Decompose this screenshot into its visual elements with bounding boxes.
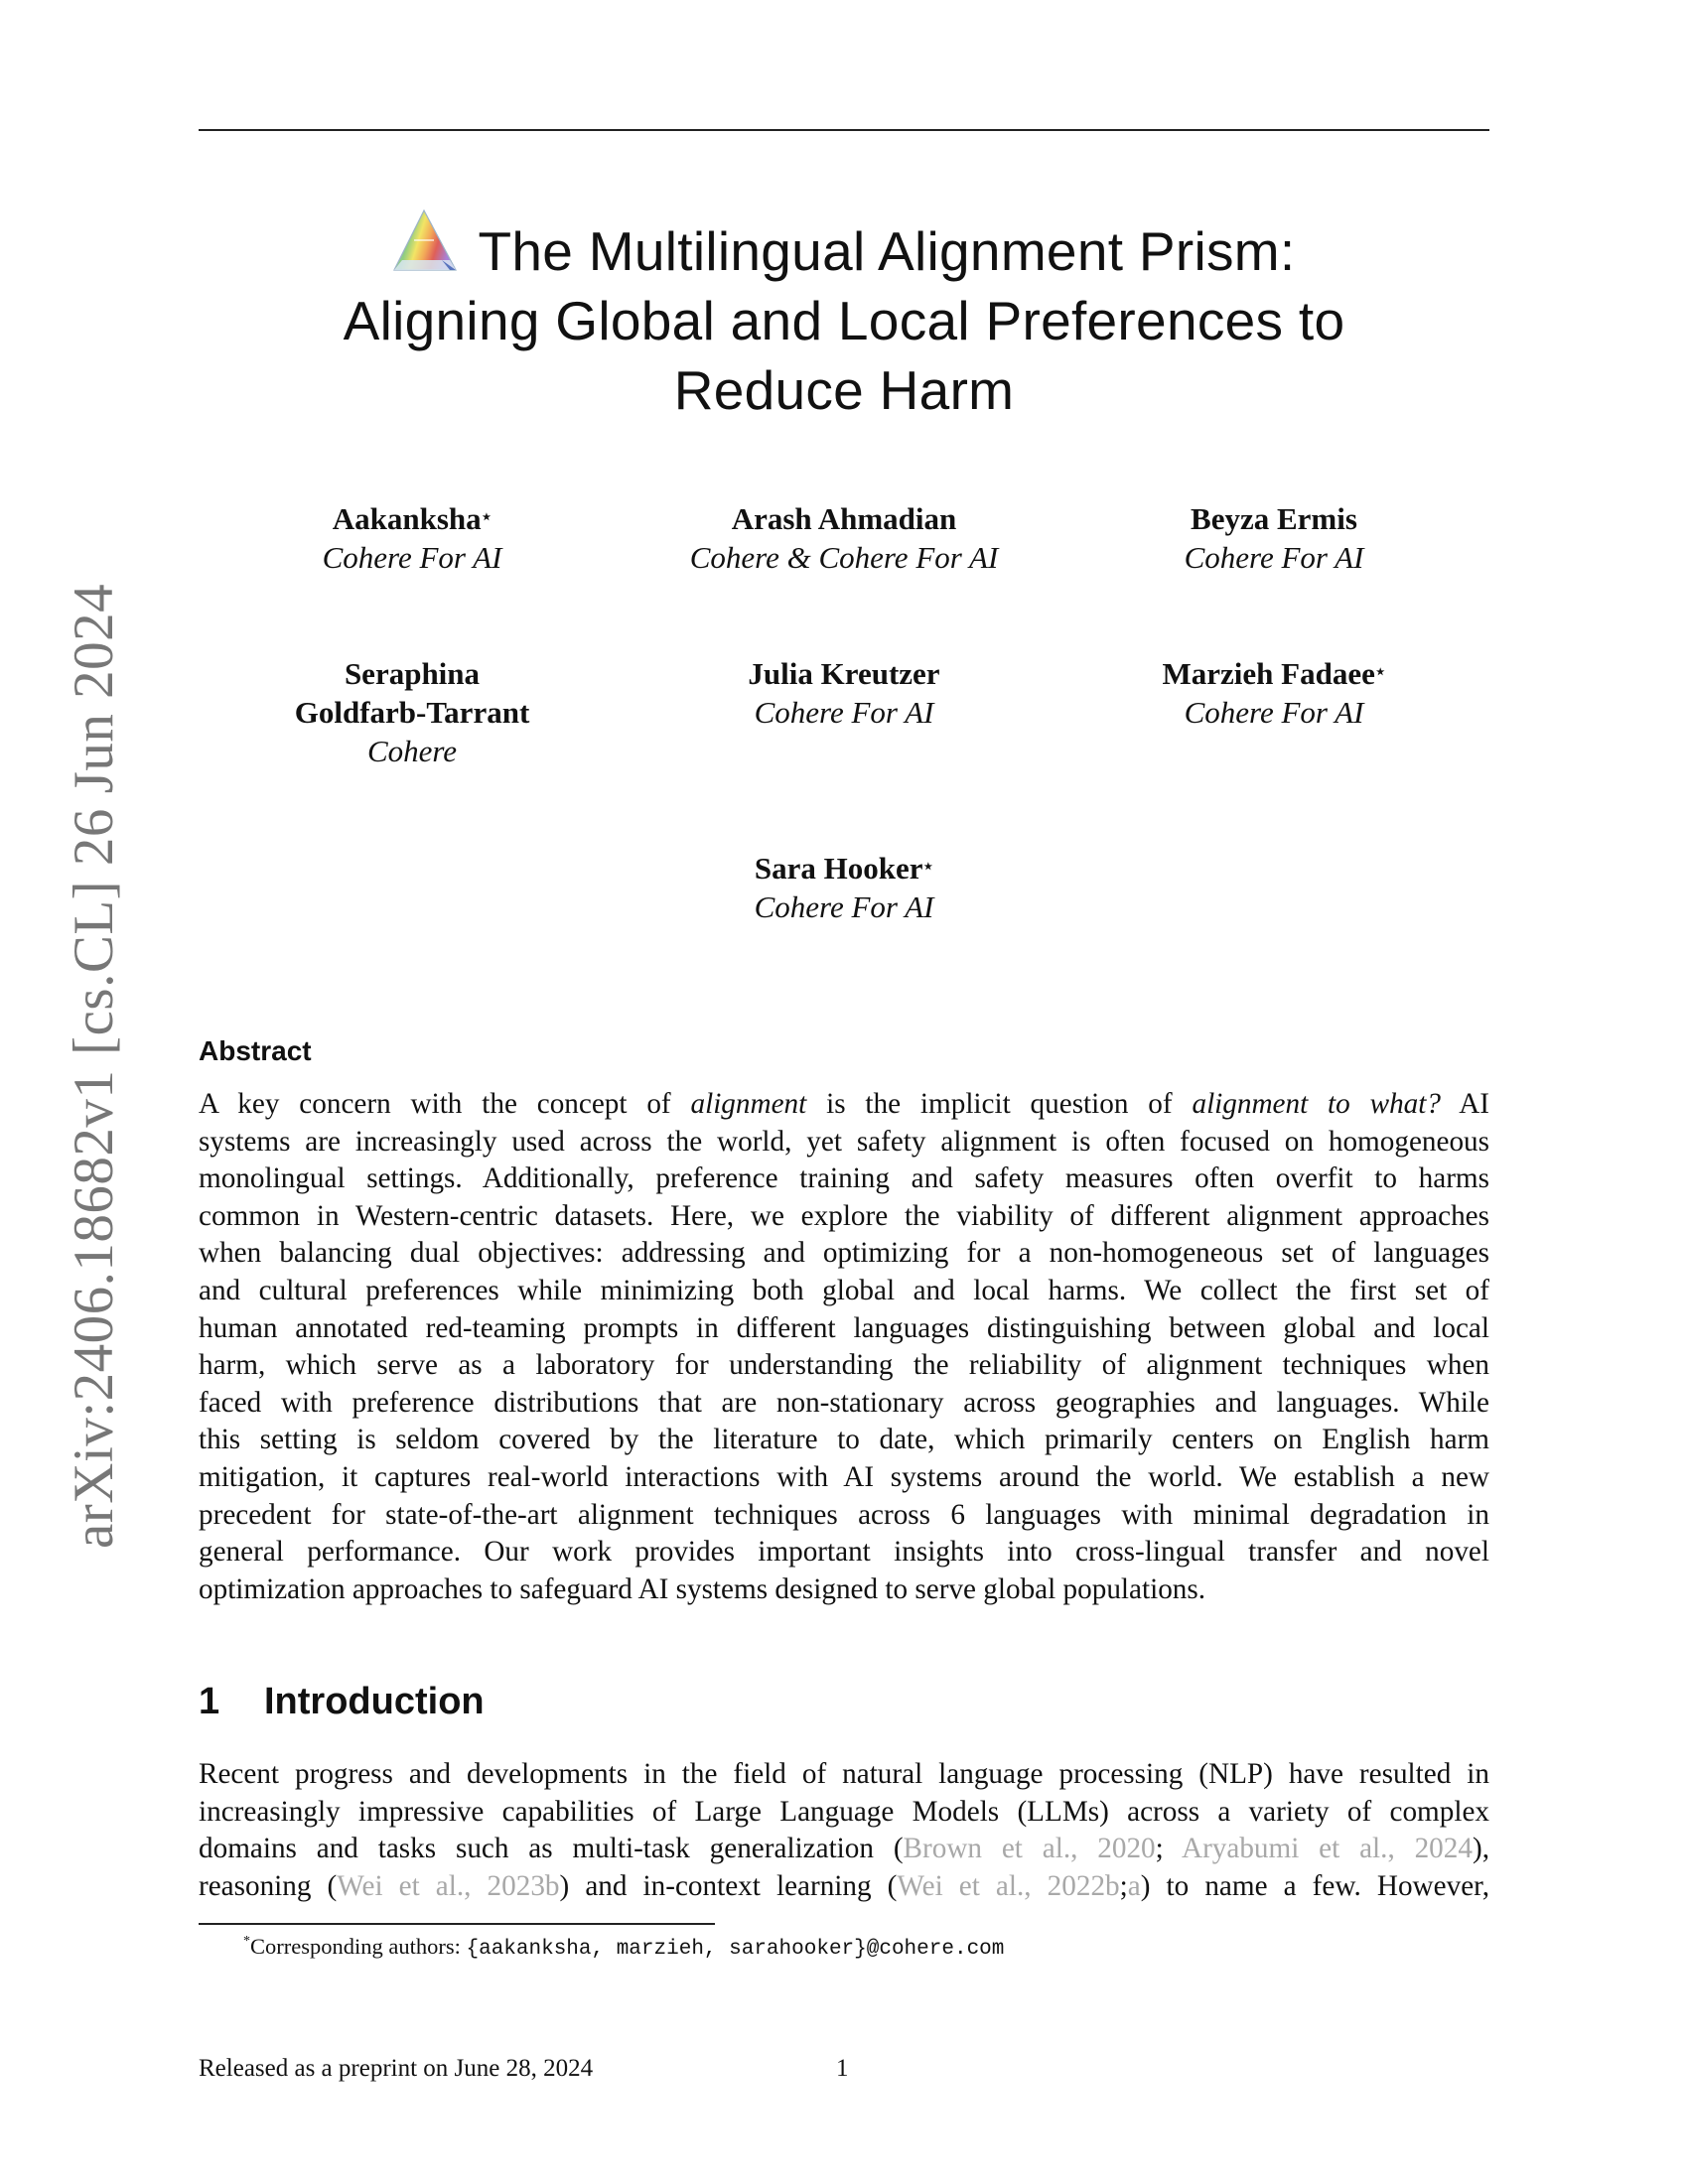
title-line-2: Aligning Global and Local Preferences to — [343, 290, 1345, 351]
author-name-line-2: Goldfarb-Tarrant — [294, 695, 530, 730]
abstract-line: harm, which serve as a laboratory for understanding the reliability of alignment techniques when — [199, 1349, 1489, 1382]
author-name: Julia Kreutzer — [748, 656, 940, 691]
section-title: Introduction — [264, 1681, 485, 1722]
footnote-emails: {aakanksha, marzieh, sarahooker}@cohere.com — [466, 1938, 1005, 1961]
citation-link[interactable]: Brown et al., 2020 — [903, 1833, 1156, 1865]
title-line-3: Reduce Harm — [673, 359, 1015, 421]
abstract-line: mitigation, it captures real-world interactions with AI systems around the world. We establish a new — [199, 1460, 1489, 1493]
author-block — [635, 499, 1053, 577]
author-affiliation: Cohere For AI — [1184, 540, 1364, 575]
paper-title — [199, 208, 1489, 425]
author-name-line-1: Seraphina — [344, 656, 481, 691]
author-block — [635, 654, 1053, 732]
author-block — [204, 499, 621, 577]
author-block — [635, 849, 1053, 926]
footnote-rule — [199, 1923, 715, 1925]
intro-line: reasoning (Wei et al., 2023b) and in-context learning (Wei et al., 2022b;a) to name a few. However, — [199, 1869, 1489, 1902]
citation-link[interactable]: Wei et al., 2023b — [337, 1869, 560, 1902]
introduction-body — [199, 1756, 1489, 1905]
abstract-body — [199, 1086, 1489, 1608]
footnote-mark: * — [243, 1934, 250, 1949]
page-number: 1 — [836, 2055, 849, 2082]
author-affiliation: Cohere For AI — [1184, 695, 1364, 730]
author-name: Sara Hooker⋆ — [754, 851, 934, 886]
abstract-line: human annotated red-teaming prompts in different languages distinguishing between global and local — [199, 1311, 1489, 1344]
corresponding-mark: ⋆ — [1374, 662, 1386, 681]
abstract-line: monolingual settings. Additionally, preference training and safety measures often overfit to harms — [199, 1162, 1489, 1195]
author-affiliation: Cohere — [366, 734, 458, 768]
author-block — [1065, 654, 1482, 732]
abstract-line: optimization approaches to safeguard AI systems designed to serve global populations. — [199, 1572, 1206, 1605]
abstract-heading: Abstract — [199, 1035, 312, 1066]
intro-line: domains and tasks such as multi-task generalization (Brown et al., 2020; Aryabumi et al., 2024), — [199, 1833, 1489, 1865]
abstract-line: when balancing dual objectives: addressing and optimizing for a non-homogeneous set of languages — [199, 1237, 1489, 1270]
author-affiliation: Cohere For AI — [754, 695, 934, 730]
section-heading-introduction — [199, 1681, 485, 1723]
footnote: *Corresponding authors: {aakanksha, marzieh, sarahooker}@cohere.com — [243, 1934, 1005, 1961]
abstract-line: common in Western-centric datasets. Here, we explore the viability of different alignment approaches — [199, 1199, 1489, 1232]
corresponding-mark: ⋆ — [481, 507, 492, 526]
header-rule — [199, 129, 1489, 131]
title-line-1: The Multilingual Alignment Prism: — [199, 208, 1489, 286]
intro-line: Recent progress and developments in the field of natural language processing (NLP) have resulted in — [199, 1758, 1489, 1790]
abstract-line: this setting is seldom covered by the literature to date, which primarily centers on English harm — [199, 1424, 1489, 1456]
intro-line: increasingly impressive capabilities of Large Language Models (LLMs) across a variety of complex — [199, 1795, 1489, 1828]
author-block — [1065, 499, 1482, 577]
citation-link[interactable]: Wei et al., 2022b — [897, 1869, 1120, 1902]
author-name: Beyza Ermis — [1191, 501, 1357, 536]
abstract-line: A key concern with the concept of alignment is the implicit question of alignment to what? AI — [199, 1088, 1489, 1120]
abstract-line: and cultural preferences while minimizing both global and local harms. We collect the first set of — [199, 1274, 1489, 1306]
citation-link[interactable]: a — [1127, 1869, 1141, 1902]
author-name: Aakanksha⋆ — [332, 501, 492, 536]
abstract-line: precedent for state-of-the-art alignment techniques across 6 languages with minimal degradation in — [199, 1498, 1489, 1531]
corresponding-mark: ⋆ — [922, 857, 934, 876]
abstract-line: faced with preference distributions that are non-stationary across geographies and languages. While — [199, 1386, 1489, 1419]
arxiv-stamp: arXiv:2406.18682v1 [cs.CL] 26 Jun 2024 — [63, 583, 125, 1549]
abstract-line: systems are increasingly used across the world, yet safety alignment is often focused on homogeneous — [199, 1125, 1489, 1158]
section-number: 1 — [199, 1681, 220, 1722]
author-name: Arash Ahmadian — [731, 501, 957, 536]
author-block — [204, 654, 621, 770]
abstract-line: general performance. Our work provides important insights into cross-lingual transfer and novel — [199, 1536, 1489, 1569]
prism-icon — [392, 208, 460, 274]
citation-link[interactable]: Aryabumi et al., 2024 — [1181, 1833, 1473, 1865]
author-affiliation: Cohere For AI — [322, 540, 502, 575]
author-affiliation: Cohere & Cohere For AI — [689, 540, 999, 575]
author-affiliation: Cohere For AI — [754, 889, 934, 924]
footer-release-note: Released as a preprint on June 28, 2024 — [199, 2055, 594, 2082]
author-name: Marzieh Fadaee⋆ — [1162, 656, 1386, 691]
